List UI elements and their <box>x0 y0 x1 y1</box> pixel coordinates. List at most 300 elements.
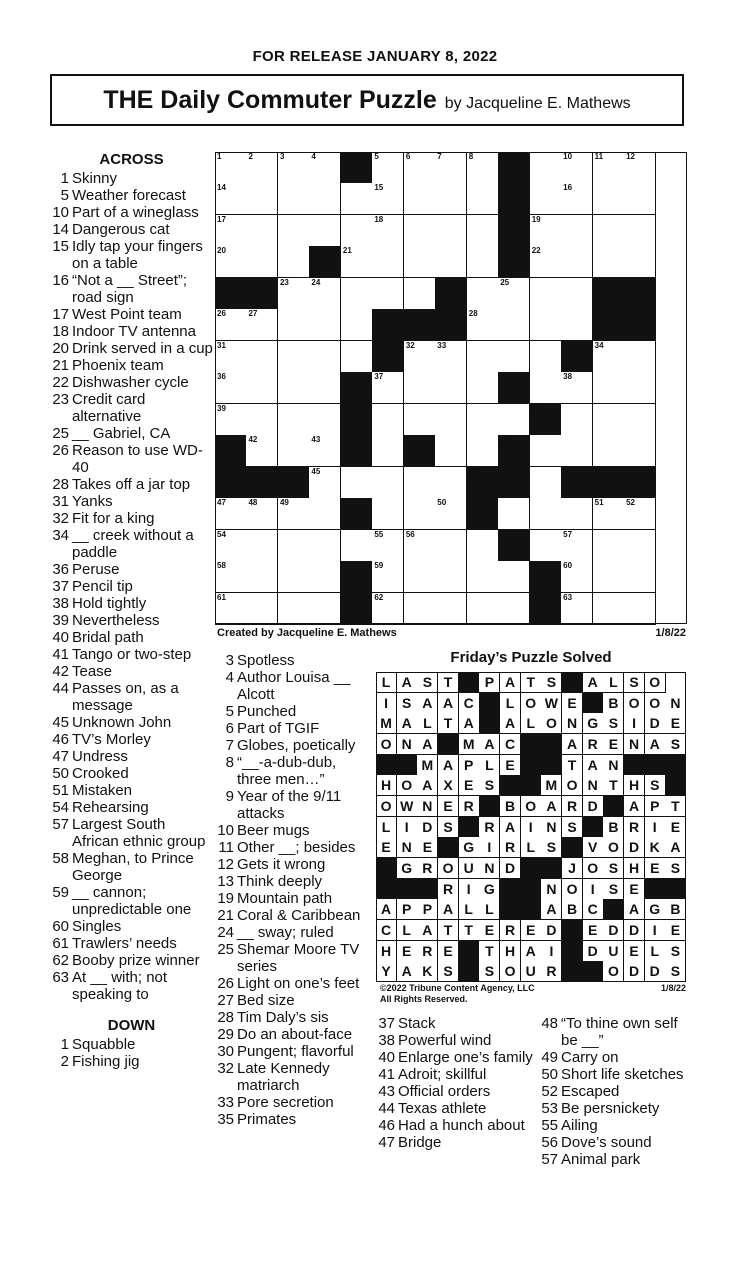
grid-date: 1/8/22 <box>655 627 686 639</box>
grid-cell[interactable] <box>215 215 247 247</box>
grid-cell[interactable] <box>593 215 625 247</box>
clue-text: Yanks <box>72 493 113 510</box>
grid-cell[interactable] <box>341 215 373 247</box>
grid-cell[interactable] <box>530 215 562 247</box>
clue-text: Skinny <box>72 170 118 187</box>
grid-cell[interactable] <box>435 498 467 530</box>
solved-cell-black <box>583 817 604 838</box>
grid-cell-black <box>246 278 278 310</box>
grid-cell[interactable] <box>467 183 499 215</box>
grid-cell[interactable] <box>309 435 341 467</box>
grid-cell[interactable] <box>372 372 404 404</box>
grid-cell[interactable] <box>372 246 404 278</box>
grid-cell[interactable] <box>561 246 593 278</box>
solved-cell: O <box>541 713 562 734</box>
grid-cell[interactable] <box>246 215 278 247</box>
grid-cell[interactable] <box>404 467 436 499</box>
grid-cell[interactable] <box>404 593 436 625</box>
grid-cell[interactable] <box>435 561 467 593</box>
grid-cell[interactable] <box>624 498 656 530</box>
grid-cell[interactable] <box>624 593 656 625</box>
grid-cell[interactable] <box>593 372 625 404</box>
grid-cell[interactable] <box>467 435 499 467</box>
grid-cell[interactable] <box>278 435 310 467</box>
grid-cell[interactable] <box>246 246 278 278</box>
solved-cell: A <box>417 920 438 941</box>
cell-number: 37 <box>374 372 384 382</box>
grid-cell[interactable] <box>624 215 656 247</box>
across-clue-17 <box>49 306 214 323</box>
clue-number: 34 <box>52 527 69 544</box>
grid-cell[interactable] <box>341 246 373 278</box>
clue-text: Passes on, as a message <box>72 680 179 714</box>
grid-cell[interactable] <box>309 183 341 215</box>
grid-cell[interactable] <box>530 183 562 215</box>
across-clue-31 <box>49 493 214 510</box>
down-clue-33 <box>214 1094 374 1111</box>
clue-number: 4 <box>225 669 234 686</box>
solved-cell: A <box>397 961 418 982</box>
across-clue-45 <box>49 714 214 731</box>
grid-cell[interactable] <box>561 593 593 625</box>
solved-cell: E <box>521 920 542 941</box>
solved-cell-black <box>562 941 583 962</box>
clue-text: Official orders <box>398 1083 491 1100</box>
clue-column-2 <box>214 652 374 1128</box>
grid-cell[interactable] <box>593 341 625 373</box>
grid-cell[interactable] <box>278 183 310 215</box>
grid-cell-black <box>404 309 436 341</box>
across-clue-28 <box>49 476 214 493</box>
grid-cell[interactable] <box>372 593 404 625</box>
grid-cell[interactable] <box>561 372 593 404</box>
grid-cell[interactable] <box>435 152 467 184</box>
solved-cell: I <box>541 941 562 962</box>
grid-cell[interactable] <box>309 593 341 625</box>
grid-cell[interactable] <box>467 372 499 404</box>
grid-cell[interactable] <box>215 530 247 562</box>
grid-cell-black <box>498 183 530 215</box>
cell-number: 18 <box>374 214 384 224</box>
grid-cell[interactable] <box>246 341 278 373</box>
grid-cell[interactable] <box>215 309 247 341</box>
grid-cell[interactable] <box>215 561 247 593</box>
grid-cell[interactable] <box>404 183 436 215</box>
solved-cell: M <box>541 775 562 796</box>
solved-cell-black <box>376 879 397 900</box>
grid-cell[interactable] <box>372 467 404 499</box>
clue-number: 21 <box>52 357 69 374</box>
clue-text: Coral & Caribbean <box>237 907 361 924</box>
grid-cell[interactable] <box>561 530 593 562</box>
grid-cell[interactable] <box>593 152 625 184</box>
grid-cell[interactable] <box>404 278 436 310</box>
across-clue-39 <box>49 612 214 629</box>
grid-cell[interactable] <box>215 152 247 184</box>
grid-cell-black <box>498 372 530 404</box>
grid-cell-black <box>372 309 404 341</box>
clue-text: Primates <box>237 1111 297 1128</box>
grid-cell[interactable] <box>215 404 247 436</box>
clue-text: Nevertheless <box>72 612 160 629</box>
down-clue-13 <box>214 873 374 890</box>
solved-cell: S <box>438 817 459 838</box>
solved-cell: T <box>603 775 624 796</box>
grid-cell[interactable] <box>435 435 467 467</box>
grid-cell[interactable] <box>530 530 562 562</box>
grid-cell[interactable] <box>498 561 530 593</box>
solved-cell: A <box>438 693 459 714</box>
solved-cell: H <box>624 775 645 796</box>
solved-cell: I <box>583 879 604 900</box>
grid-cell[interactable] <box>467 278 499 310</box>
grid-cell[interactable] <box>435 246 467 278</box>
grid-cell[interactable] <box>467 593 499 625</box>
solved-cell: A <box>624 899 645 920</box>
grid-cell[interactable] <box>498 278 530 310</box>
solved-cell: D <box>624 837 645 858</box>
grid-cell[interactable] <box>498 309 530 341</box>
grid-cell[interactable] <box>215 183 247 215</box>
across-clue-44 <box>49 680 214 714</box>
grid-cell[interactable] <box>309 530 341 562</box>
grid-cell[interactable] <box>624 372 656 404</box>
grid-cell[interactable] <box>404 530 436 562</box>
grid-cell[interactable] <box>309 309 341 341</box>
grid-cell[interactable] <box>593 404 625 436</box>
solved-cell: D <box>583 941 604 962</box>
grid-cell[interactable] <box>467 530 499 562</box>
grid-cell[interactable] <box>467 561 499 593</box>
solved-cell: S <box>479 961 500 982</box>
solved-cell: S <box>562 817 583 838</box>
clue-number: 38 <box>378 1032 395 1049</box>
grid-cell[interactable] <box>215 246 247 278</box>
grid-cell[interactable] <box>215 593 247 625</box>
grid-cell[interactable] <box>309 215 341 247</box>
copyright <box>380 983 535 1005</box>
grid-cell[interactable] <box>246 372 278 404</box>
clue-text: Meghan, to Prince George <box>72 850 194 884</box>
grid-cell-black <box>309 246 341 278</box>
clue-number: 32 <box>217 1060 234 1077</box>
grid-cell[interactable] <box>498 404 530 436</box>
grid-cell[interactable] <box>624 246 656 278</box>
grid-cell[interactable] <box>309 341 341 373</box>
grid-cell[interactable] <box>246 561 278 593</box>
solved-cell-black <box>500 879 521 900</box>
grid-cell[interactable] <box>246 404 278 436</box>
grid-cell[interactable] <box>467 309 499 341</box>
clue-number: 40 <box>378 1049 395 1066</box>
grid-cell[interactable] <box>435 341 467 373</box>
solved-cell: A <box>397 713 418 734</box>
clue-number: 6 <box>225 720 234 737</box>
grid-cell[interactable] <box>561 215 593 247</box>
clue-text: “Not a __ Street”; road sign <box>72 272 188 306</box>
clue-number: 47 <box>378 1134 395 1151</box>
grid-cell[interactable] <box>278 246 310 278</box>
grid-cell[interactable] <box>561 404 593 436</box>
grid-cell-black <box>498 435 530 467</box>
grid-cell[interactable] <box>278 593 310 625</box>
grid-cell[interactable] <box>593 183 625 215</box>
grid-cell[interactable] <box>341 183 373 215</box>
grid-cell[interactable] <box>246 530 278 562</box>
clue-column-3 <box>375 1015 535 1151</box>
solved-cell: D <box>603 920 624 941</box>
grid-cell[interactable] <box>624 530 656 562</box>
grid-cell[interactable] <box>372 215 404 247</box>
solved-cell: S <box>665 734 686 755</box>
grid-cell[interactable] <box>278 341 310 373</box>
grid-cell[interactable] <box>561 309 593 341</box>
clue-text: Booby prize winner <box>72 952 200 969</box>
solved-cell: O <box>521 796 542 817</box>
cell-number: 11 <box>594 152 604 161</box>
grid-cell[interactable] <box>309 561 341 593</box>
grid-cell[interactable] <box>624 341 656 373</box>
grid-cell[interactable] <box>404 341 436 373</box>
grid-cell[interactable] <box>435 372 467 404</box>
grid-cell[interactable] <box>561 435 593 467</box>
grid-cell[interactable] <box>530 341 562 373</box>
grid-cell[interactable] <box>309 278 341 310</box>
grid-cell[interactable] <box>593 435 625 467</box>
grid-cell[interactable] <box>278 561 310 593</box>
grid-cell[interactable] <box>215 372 247 404</box>
solved-cell: H <box>376 775 397 796</box>
solved-cell: B <box>500 796 521 817</box>
grid-cell[interactable] <box>530 309 562 341</box>
grid-cell[interactable] <box>372 435 404 467</box>
clue-text: Singles <box>72 918 122 935</box>
grid-cell[interactable] <box>435 593 467 625</box>
grid-cell[interactable] <box>467 246 499 278</box>
cell-number: 59 <box>374 561 384 571</box>
grid-cell[interactable] <box>246 152 278 184</box>
solved-cell-black <box>376 755 397 776</box>
grid-cell-black <box>561 467 593 499</box>
grid-cell[interactable] <box>215 498 247 530</box>
cell-number: 9 <box>500 152 505 161</box>
down-clue-7 <box>214 737 374 754</box>
grid-cell[interactable] <box>435 530 467 562</box>
grid-cell[interactable] <box>309 467 341 499</box>
grid-cell[interactable] <box>246 498 278 530</box>
grid-cell[interactable] <box>341 309 373 341</box>
down-clue-47 <box>375 1134 535 1151</box>
grid-cell[interactable] <box>624 404 656 436</box>
grid-cell[interactable] <box>246 309 278 341</box>
grid-cell[interactable] <box>624 152 656 184</box>
clue-number: 14 <box>52 221 69 238</box>
grid-cell[interactable] <box>309 152 341 184</box>
solved-cell-black <box>665 879 686 900</box>
grid-cell[interactable] <box>498 341 530 373</box>
solved-cell-black <box>438 837 459 858</box>
grid-cell[interactable] <box>341 530 373 562</box>
down-clue-55 <box>538 1117 690 1134</box>
grid-cell[interactable] <box>372 404 404 436</box>
solved-cell-black <box>521 858 542 879</box>
grid-cell[interactable] <box>530 498 562 530</box>
solved-cell: O <box>645 672 666 693</box>
cell-number: 36 <box>217 372 226 382</box>
solved-cell: A <box>417 775 438 796</box>
across-clue-22 <box>49 374 214 391</box>
solved-cell: S <box>645 775 666 796</box>
grid-cell[interactable] <box>467 341 499 373</box>
cell-number: 7 <box>437 152 442 161</box>
grid-cell[interactable] <box>404 404 436 436</box>
grid-cell[interactable] <box>309 404 341 436</box>
grid-cell[interactable] <box>278 152 310 184</box>
clue-number: 19 <box>217 890 234 907</box>
clue-number: 59 <box>52 884 69 901</box>
grid-cell[interactable] <box>372 183 404 215</box>
down-clue-12 <box>214 856 374 873</box>
grid-cell[interactable] <box>624 561 656 593</box>
grid-cell[interactable] <box>372 152 404 184</box>
grid-cell[interactable] <box>404 152 436 184</box>
clue-number: 52 <box>541 1083 558 1100</box>
grid-cell[interactable] <box>498 593 530 625</box>
cell-number: 39 <box>217 403 226 413</box>
grid-cell[interactable] <box>435 183 467 215</box>
grid-cell[interactable] <box>467 152 499 184</box>
grid-cell[interactable] <box>372 278 404 310</box>
grid-cell[interactable] <box>404 498 436 530</box>
solved-cell: R <box>417 858 438 879</box>
solved-cell: N <box>541 817 562 838</box>
solved-cell: O <box>562 879 583 900</box>
grid-cell[interactable] <box>530 467 562 499</box>
grid-cell[interactable] <box>404 215 436 247</box>
grid-cell[interactable] <box>309 372 341 404</box>
solved-date: 1/8/22 <box>660 983 686 993</box>
clue-text: Had a hunch about <box>398 1117 525 1134</box>
clue-number: 3 <box>225 652 234 669</box>
grid-cell[interactable] <box>498 498 530 530</box>
grid-cell[interactable] <box>372 498 404 530</box>
grid-cell[interactable] <box>593 498 625 530</box>
grid-cell[interactable] <box>246 183 278 215</box>
cell-number: 48 <box>248 498 258 508</box>
grid-cell[interactable] <box>309 498 341 530</box>
grid-cell[interactable] <box>593 561 625 593</box>
clue-text: At __ with; not speaking to <box>72 969 168 1003</box>
grid-cell[interactable] <box>561 278 593 310</box>
clue-number: 26 <box>217 975 234 992</box>
cell-number: 61 <box>217 592 226 602</box>
grid-cell[interactable] <box>278 309 310 341</box>
grid-cell[interactable] <box>278 278 310 310</box>
across-clue-18 <box>49 323 214 340</box>
grid-cell[interactable] <box>372 561 404 593</box>
grid-cell-black <box>341 152 373 184</box>
solved-cell: A <box>665 837 686 858</box>
grid-cell[interactable] <box>246 435 278 467</box>
solved-cell: N <box>583 775 604 796</box>
grid-cell[interactable] <box>530 152 562 184</box>
grid-cell-black <box>624 278 656 310</box>
grid-cell[interactable] <box>404 246 436 278</box>
grid-cell[interactable] <box>372 530 404 562</box>
grid-cell[interactable] <box>530 372 562 404</box>
grid-cell[interactable] <box>435 404 467 436</box>
cell-number: 2 <box>248 152 253 161</box>
solved-cell: T <box>521 672 542 693</box>
grid-cell[interactable] <box>467 404 499 436</box>
grid-cell[interactable] <box>435 215 467 247</box>
grid-cell[interactable] <box>530 278 562 310</box>
clue-text: Other __; besides <box>237 839 356 856</box>
grid-cell[interactable] <box>561 498 593 530</box>
grid-cell[interactable] <box>278 498 310 530</box>
clue-number: 13 <box>217 873 234 890</box>
clue-text: Light on one’s feet <box>237 975 360 992</box>
clue-number: 40 <box>52 629 69 646</box>
grid-cell-black <box>498 530 530 562</box>
grid-cell[interactable] <box>341 278 373 310</box>
clue-number: 24 <box>217 924 234 941</box>
grid-cell[interactable] <box>530 435 562 467</box>
down-clue-3 <box>214 652 374 669</box>
grid-cell[interactable] <box>561 183 593 215</box>
grid-cell[interactable] <box>341 467 373 499</box>
grid-cell[interactable] <box>530 246 562 278</box>
clue-text: Globes, poetically <box>237 737 356 754</box>
across-clue-1 <box>49 170 214 187</box>
grid-cell[interactable] <box>593 246 625 278</box>
solved-cell: L <box>500 693 521 714</box>
clue-text: Dishwasher cycle <box>72 374 189 391</box>
grid-cell[interactable] <box>278 215 310 247</box>
solved-cell-black <box>541 755 562 776</box>
grid-cell[interactable] <box>624 183 656 215</box>
clue-number: 5 <box>60 187 69 204</box>
grid-cell[interactable] <box>278 530 310 562</box>
clue-number: 10 <box>52 204 69 221</box>
grid-cell[interactable] <box>561 152 593 184</box>
grid-cell[interactable] <box>593 530 625 562</box>
grid-cell[interactable] <box>435 467 467 499</box>
grid-cell[interactable] <box>404 372 436 404</box>
solved-cell: N <box>417 796 438 817</box>
solved-cell: E <box>645 858 666 879</box>
solved-cell: M <box>459 734 480 755</box>
grid-cell[interactable] <box>593 593 625 625</box>
grid-cell[interactable] <box>467 215 499 247</box>
grid-cell[interactable] <box>246 593 278 625</box>
solved-cell: S <box>417 672 438 693</box>
solved-cell: L <box>521 713 542 734</box>
grid-cell[interactable] <box>561 561 593 593</box>
clue-number: 5 <box>225 703 234 720</box>
grid-cell[interactable] <box>341 341 373 373</box>
clue-text: Gets it wrong <box>237 856 326 873</box>
solved-cell-black <box>479 713 500 734</box>
grid-cell-black <box>246 467 278 499</box>
grid-cell[interactable] <box>215 341 247 373</box>
grid-cell[interactable] <box>278 404 310 436</box>
grid-cell[interactable] <box>278 372 310 404</box>
clue-number: 12 <box>217 856 234 873</box>
grid-cell[interactable] <box>624 435 656 467</box>
grid-cell[interactable] <box>404 561 436 593</box>
clue-number: 7 <box>225 737 234 754</box>
